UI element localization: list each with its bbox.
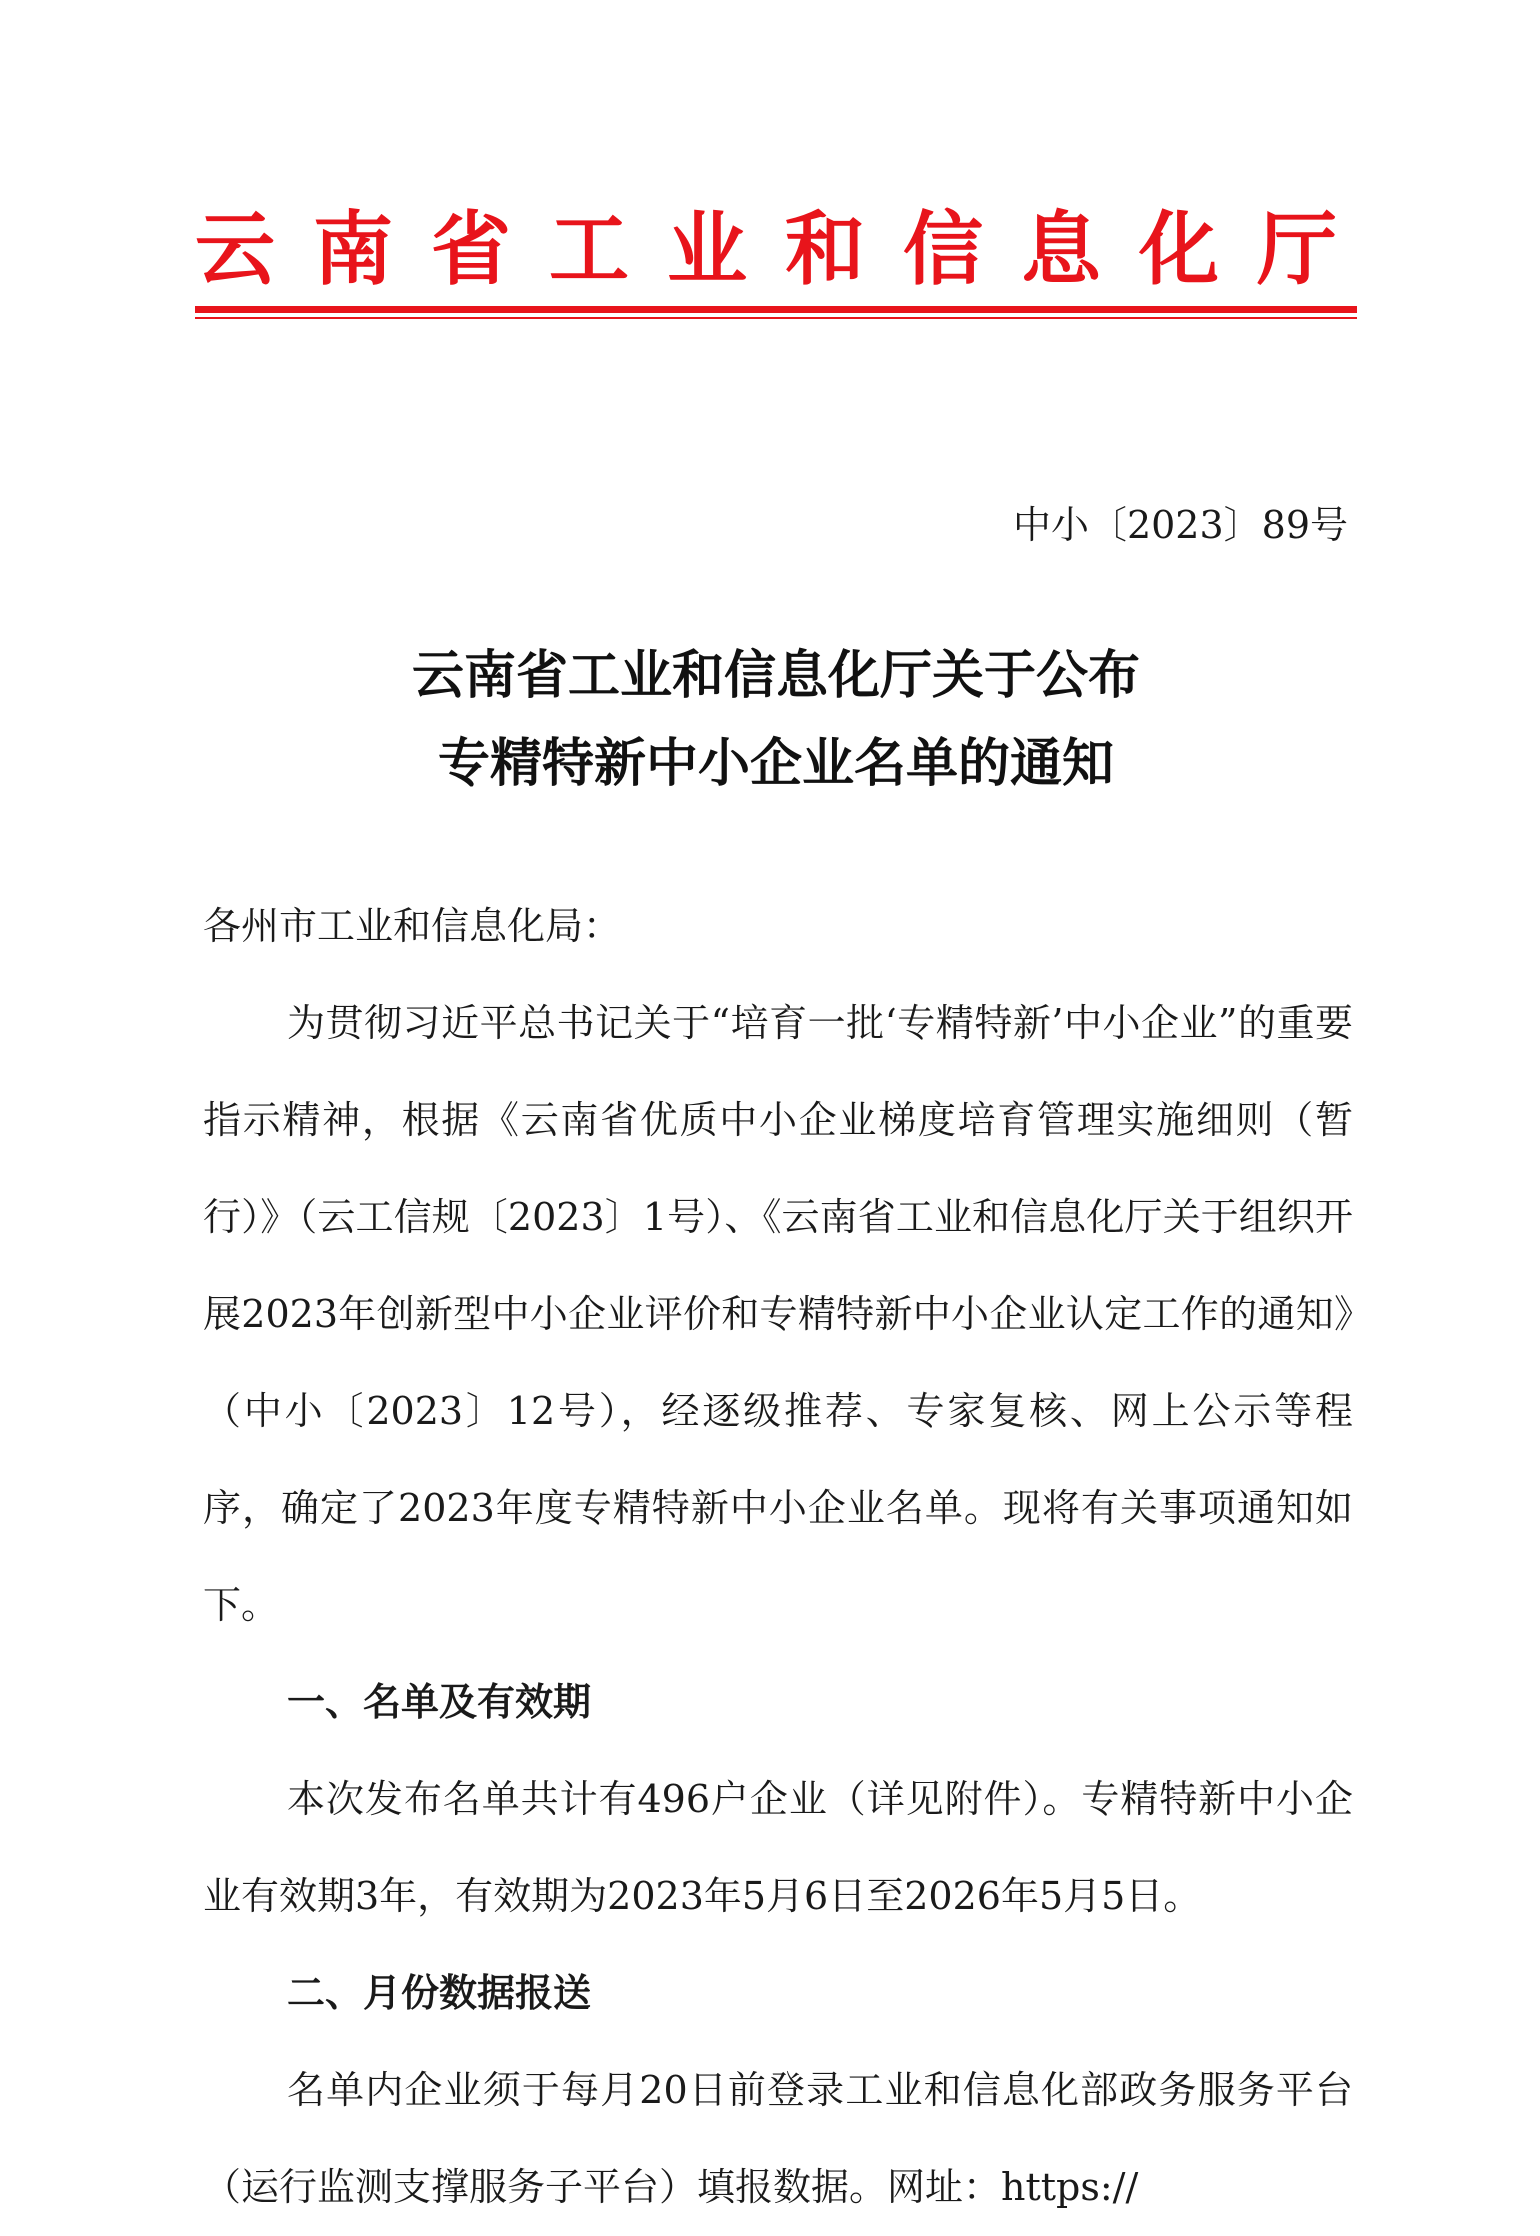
salutation: 各州市工业和信息化局： bbox=[203, 904, 622, 948]
document-title bbox=[195, 632, 1357, 808]
section-heading-2: 二、月份数据报送 bbox=[287, 1971, 592, 2015]
document-title-line-2: 专精特新中小企业名单的通知 bbox=[437, 733, 1114, 794]
section-heading-1: 一、名单及有效期 bbox=[287, 1680, 592, 1724]
issuing-authority-header: 云南省工业和信息化厅 bbox=[195, 203, 1375, 296]
header-red-rule-thick bbox=[195, 306, 1357, 313]
intro-paragraph: 为贯彻习近平总书记关于“培育一批‘专精特新’中小企业”的重要指示精神，根据《云南省优质中小企业梯度培育管理实施细则（暂行）》（云工信规〔2023〕1号）、《云南省工业和信息化厅关于组织开展2023年创新型中小企业评价和专精特新中小企业认定工作的通知》（中小〔2023〕12号），经逐级推荐、专家复核、网上公示等程序，确定了2023年度专精特新中小企业名单。现将有关事项通知如下。 bbox=[203, 1001, 1353, 1627]
document-body bbox=[203, 878, 1353, 2236]
document-number: 中小〔2023〕89号 bbox=[1012, 503, 1348, 547]
header-red-rule-thin bbox=[195, 317, 1357, 319]
section-text-1: 本次发布名单共计有496户企业（详见附件）。专精特新中小企业有效期3年，有效期为2023年5月6日至2026年5月5日。 bbox=[203, 1777, 1353, 1918]
document-title-line-1: 云南省工业和信息化厅关于公布 bbox=[411, 645, 1140, 706]
section-text-2: 名单内企业须于每月20日前登录工业和信息化部政务服务平台（运行监测支撑服务子平台）填报数据。网址：https:// bbox=[203, 2068, 1353, 2209]
